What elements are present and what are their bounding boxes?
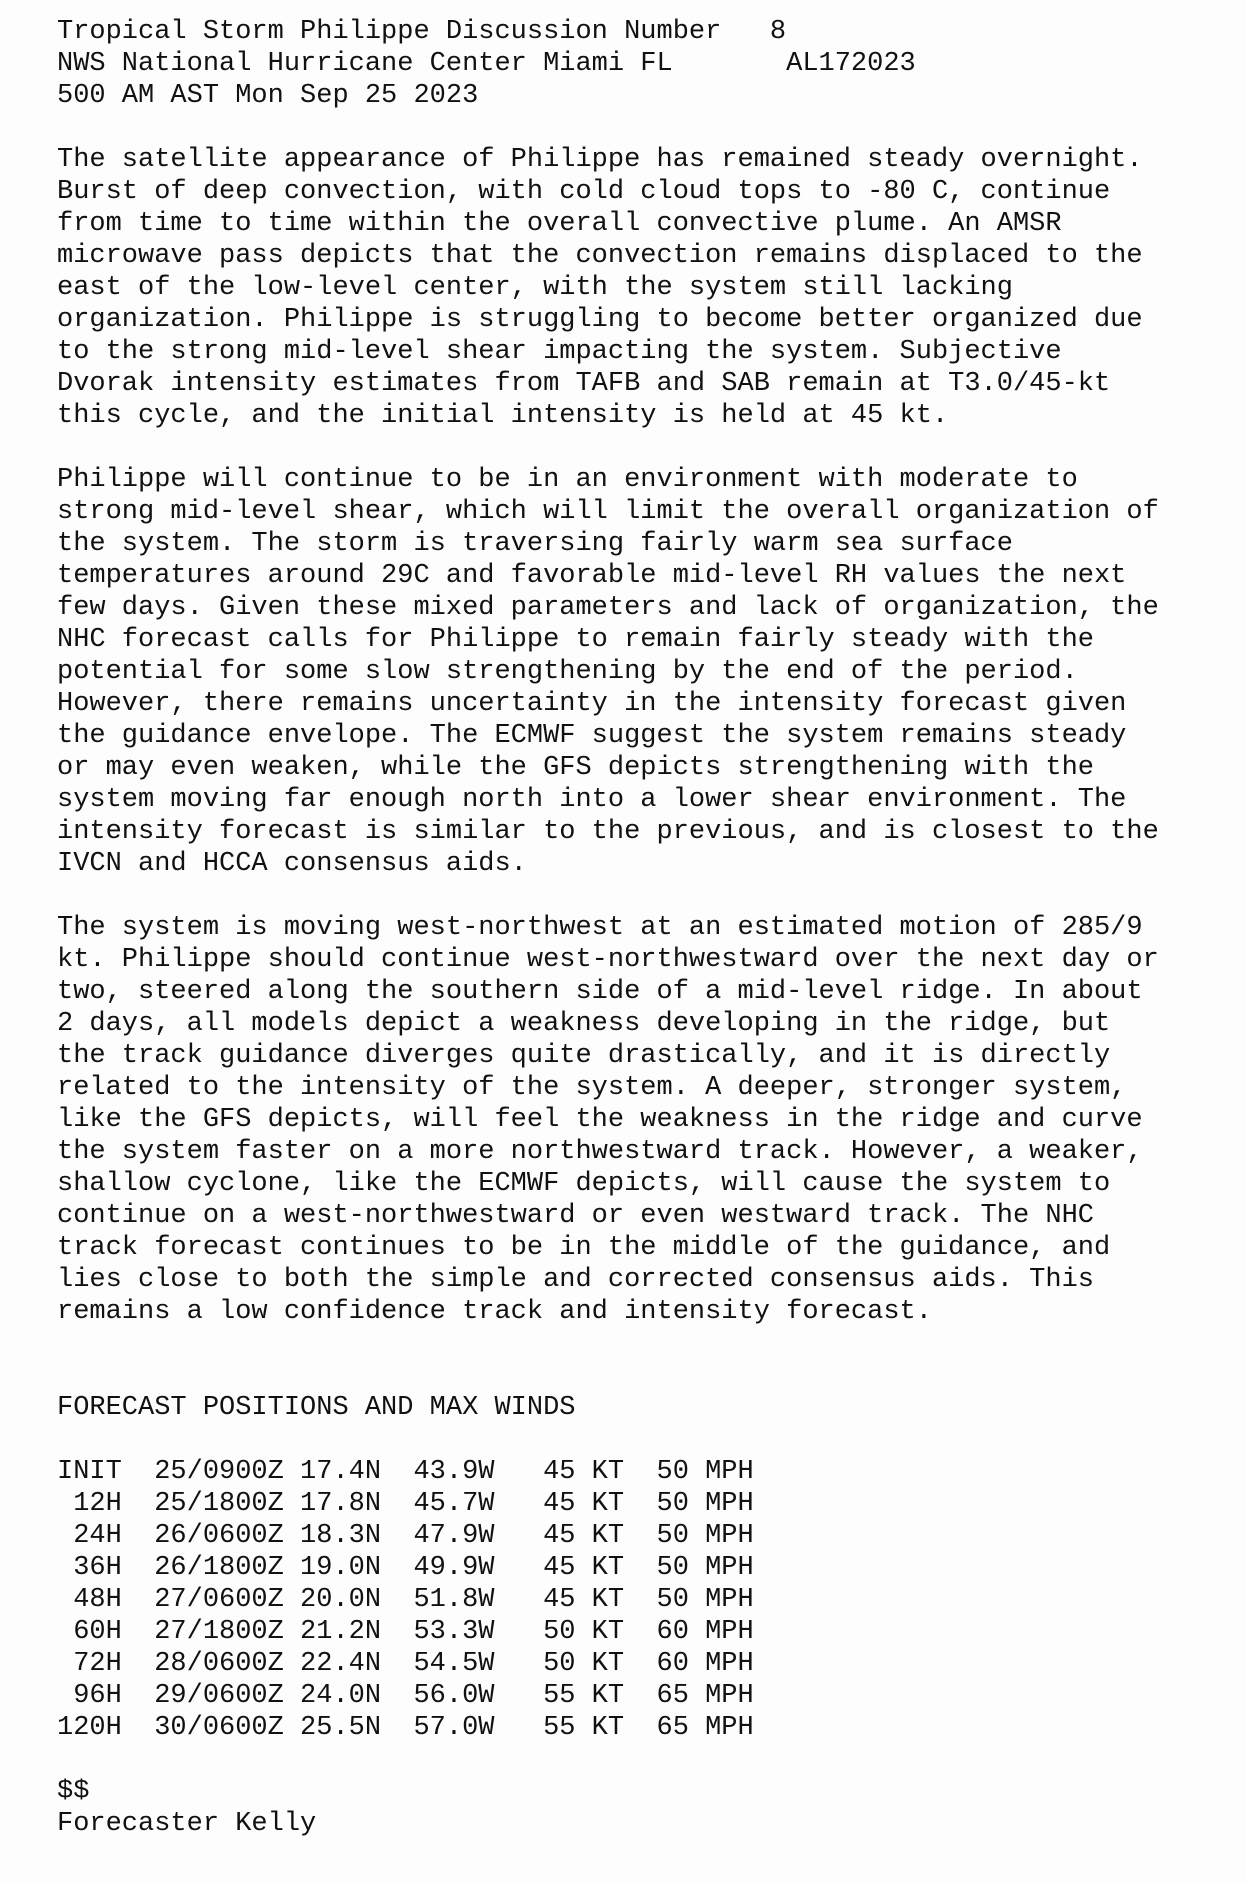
- text-line: The satellite appearance of Philippe has remained steady overnight.: [57, 145, 1143, 175]
- paragraph-track: [57, 912, 1237, 1328]
- text-line: remains a low confidence track and intensity forecast.: [57, 1297, 932, 1327]
- paragraph-intensity: [57, 464, 1237, 880]
- text-line: related to the intensity of the system. A deeper, stronger system,: [57, 1073, 1127, 1103]
- forecast-heading: FORECAST POSITIONS AND MAX WINDS: [57, 1393, 576, 1423]
- text-line: continue on a west-northwestward or even westward track. The NHC: [57, 1201, 1094, 1231]
- text-line: IVCN and HCCA consensus aids.: [57, 849, 527, 879]
- blank-line: [57, 112, 1237, 144]
- paragraph-satellite: [57, 144, 1237, 432]
- forecast-row: 60H 27/1800Z 21.2N 53.3W 50 KT 60 MPH: [57, 1617, 754, 1647]
- text-line: east of the low-level center, with the system still lacking: [57, 273, 1013, 303]
- text-line: Burst of deep convection, with cold cloud tops to -80 C, continue: [57, 177, 1111, 207]
- forecast-row: 72H 28/0600Z 22.4N 54.5W 50 KT 60 MPH: [57, 1649, 754, 1679]
- forecast-row: 120H 30/0600Z 25.5N 57.0W 55 KT 65 MPH: [57, 1713, 754, 1743]
- blank-line: [57, 880, 1237, 912]
- text-line: two, steered along the southern side of a mid-level ridge. In about: [57, 977, 1143, 1007]
- text-line: the system faster on a more northwestward track. However, a weaker,: [57, 1137, 1143, 1167]
- text-line: shallow cyclone, like the ECMWF depicts, will cause the system to: [57, 1169, 1111, 1199]
- text-line: Philippe will continue to be in an environment with moderate to: [57, 465, 1078, 495]
- blank-line: [57, 1424, 1237, 1456]
- text-line: from time to time within the overall convective plume. An AMSR: [57, 209, 1062, 239]
- text-line: temperatures around 29C and favorable mid-level RH values the next: [57, 561, 1127, 591]
- text-line: potential for some slow strengthening by the end of the period.: [57, 657, 1078, 687]
- text-line: microwave pass depicts that the convection remains displaced to the: [57, 241, 1143, 271]
- forecast-table: [57, 1456, 1237, 1744]
- text-line: like the GFS depicts, will feel the weakness in the ridge and curve: [57, 1105, 1143, 1135]
- forecast-row: INIT 25/0900Z 17.4N 43.9W 45 KT 50 MPH: [57, 1457, 754, 1487]
- blank-line: [57, 1744, 1237, 1776]
- text-line: few days. Given these mixed parameters and lack of organization, the: [57, 593, 1159, 623]
- text-line: The system is moving west-northwest at an estimated motion of 285/9: [57, 913, 1143, 943]
- text-line: to the strong mid-level shear impacting the system. Subjective: [57, 337, 1062, 367]
- forecast-row: 48H 27/0600Z 20.0N 51.8W 45 KT 50 MPH: [57, 1585, 754, 1615]
- forecast-row: 96H 29/0600Z 24.0N 56.0W 55 KT 65 MPH: [57, 1681, 754, 1711]
- header-title: Tropical Storm Philippe Discussion Number 8: [57, 17, 787, 47]
- end-marker: $$: [57, 1777, 90, 1807]
- text-line: intensity forecast is similar to the previous, and is closest to the: [57, 817, 1159, 847]
- text-line: the track guidance diverges quite drastically, and it is directly: [57, 1041, 1111, 1071]
- text-line: Dvorak intensity estimates from TAFB and SAB remain at T3.0/45-kt: [57, 369, 1111, 399]
- blank-line: [57, 432, 1237, 464]
- text-line: or may even weaken, while the GFS depicts strengthening with the: [57, 753, 1094, 783]
- text-line: the guidance envelope. The ECMWF suggest the system remains steady: [57, 721, 1127, 751]
- text-line: this cycle, and the initial intensity is held at 45 kt.: [57, 401, 949, 431]
- text-line: strong mid-level shear, which will limit the overall organization of: [57, 497, 1159, 527]
- header-datetime: 500 AM AST Mon Sep 25 2023: [57, 81, 479, 111]
- text-line: track forecast continues to be in the middle of the guidance, and: [57, 1233, 1111, 1263]
- header-office: NWS National Hurricane Center Miami FL AL172023: [57, 49, 916, 79]
- discussion-document: [57, 16, 1237, 1840]
- blank-line: [57, 1360, 1237, 1392]
- text-line: However, there remains uncertainty in the intensity forecast given: [57, 689, 1127, 719]
- forecast-row: 36H 26/1800Z 19.0N 49.9W 45 KT 50 MPH: [57, 1553, 754, 1583]
- text-line: 2 days, all models depict a weakness developing in the ridge, but: [57, 1009, 1111, 1039]
- text-line: NHC forecast calls for Philippe to remain fairly steady with the: [57, 625, 1094, 655]
- text-line: lies close to both the simple and corrected consensus aids. This: [57, 1265, 1094, 1295]
- forecast-row: 24H 26/0600Z 18.3N 47.9W 45 KT 50 MPH: [57, 1521, 754, 1551]
- forecast-row: 12H 25/1800Z 17.8N 45.7W 45 KT 50 MPH: [57, 1489, 754, 1519]
- blank-line: [57, 1328, 1237, 1360]
- forecaster-signature: Forecaster Kelly: [57, 1809, 317, 1839]
- text-line: kt. Philippe should continue west-northwestward over the next day or: [57, 945, 1159, 975]
- text-line: the system. The storm is traversing fairly warm sea surface: [57, 529, 1013, 559]
- text-line: organization. Philippe is struggling to become better organized due: [57, 305, 1143, 335]
- text-line: system moving far enough north into a lower shear environment. The: [57, 785, 1127, 815]
